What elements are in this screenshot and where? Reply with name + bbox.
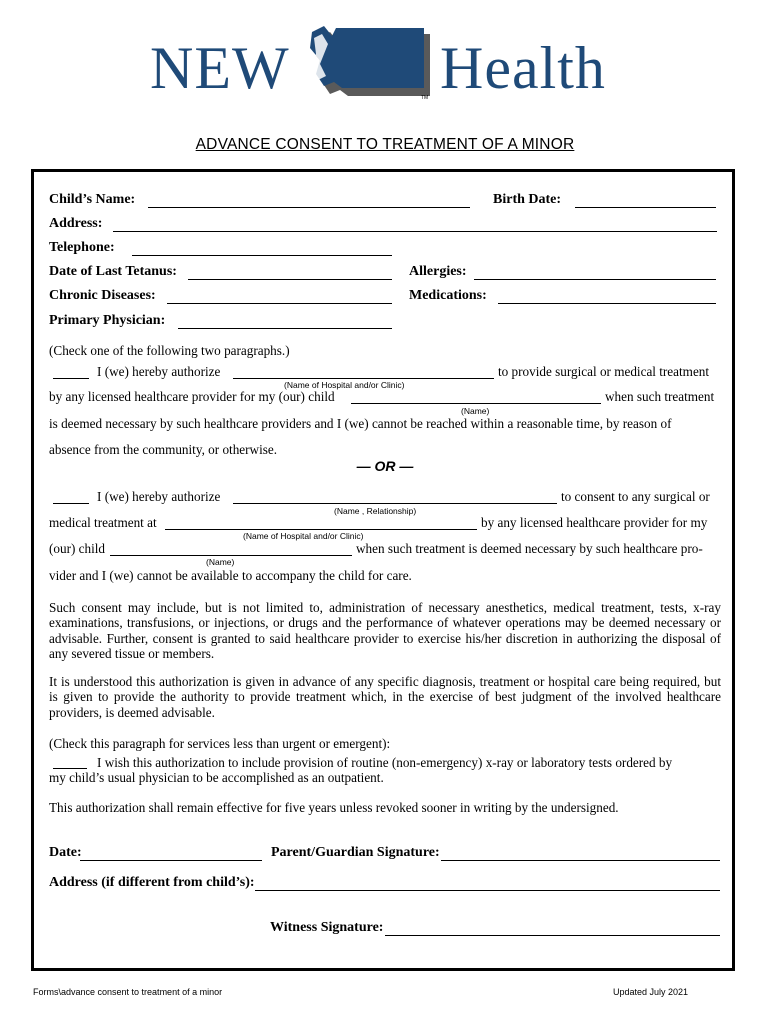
option1-deemed-text: is deemed necessary by such healthcare providers and I (we) cannot be reached within a reasonable time, by reason of — [49, 416, 672, 431]
address-field[interactable] — [113, 231, 717, 232]
washington-state-icon — [308, 24, 438, 104]
routine-checkbox[interactable] — [53, 768, 87, 769]
option2-our-child-text: (our) child — [49, 541, 106, 556]
option2-hospital-caption: (Name of Hospital and/or Clinic) — [243, 531, 364, 541]
allergies-label: Allergies: — [409, 264, 467, 279]
option1-checkbox[interactable] — [53, 378, 89, 379]
chronic-diseases-field[interactable] — [167, 303, 392, 304]
witness-signature-label: Witness Signature: — [270, 920, 384, 935]
chronic-diseases-label: Chronic Diseases: — [49, 288, 156, 303]
child-name-label: Child’s Name: — [49, 192, 136, 207]
option1-authorize-text: I (we) hereby authorize — [97, 364, 221, 379]
option2-relationship-caption: (Name , Relationship) — [334, 506, 417, 516]
allergies-field[interactable] — [474, 279, 716, 280]
physician-label: Primary Physician: — [49, 313, 166, 328]
tetanus-field[interactable] — [188, 279, 392, 280]
option1-hospital-caption: (Name of Hospital and/or Clinic) — [284, 380, 405, 390]
option2-hospital-field[interactable] — [165, 529, 477, 530]
option1-hospital-field[interactable] — [233, 378, 494, 379]
birth-date-label: Birth Date: — [493, 192, 562, 207]
routine-line2: my child’s usual physician to be accomplished as an outpatient. — [49, 770, 384, 785]
option2-authorize-text: I (we) hereby authorize — [97, 489, 221, 504]
routine-line1: I wish this authorization to include provision of routine (non-emergency) x-ray or laboratory tests ordered by — [97, 755, 673, 770]
alt-address-field[interactable] — [255, 890, 720, 891]
option2-name-caption: (Name) — [206, 557, 235, 567]
tetanus-label: Date of Last Tetanus: — [49, 264, 177, 279]
parent-signature-label: Parent/Guardian Signature: — [271, 845, 440, 860]
option1-absence-text: absence from the community, or otherwise. — [49, 442, 278, 457]
logo-word-new: NEW — [150, 35, 290, 101]
effective-statement: This authorization shall remain effective for five years unless revoked sooner in writing by the undersigned. — [49, 800, 619, 815]
option2-vider-text: vider and I (we) cannot be available to accompany the child for care. — [49, 568, 412, 583]
footer-path: Forms\advance consent to treatment of a minor — [33, 987, 223, 997]
option1-when-text: when such treatment — [605, 389, 715, 404]
medications-label: Medications: — [409, 288, 487, 303]
option2-name-relationship-field[interactable] — [233, 503, 557, 504]
alt-address-label: Address (if different from child’s): — [49, 875, 255, 890]
option1-child-field[interactable] — [351, 403, 601, 404]
option1-name-caption: (Name) — [461, 406, 490, 416]
telephone-label: Telephone: — [49, 240, 115, 255]
logo-word-health: Health — [440, 35, 606, 101]
routine-instruction: (Check this paragraph for services less than urgent or emergent): — [49, 736, 391, 751]
parent-signature-field[interactable] — [441, 860, 720, 861]
footer-updated: Updated July 2021 — [613, 987, 689, 997]
telephone-field[interactable] — [132, 255, 392, 256]
physician-field[interactable] — [178, 328, 392, 329]
page-title: ADVANCE CONSENT TO TREATMENT OF A MINOR — [195, 136, 575, 153]
option1-by-any-text: by any licensed healthcare provider for my (our) child — [49, 389, 335, 404]
option2-child-field[interactable] — [110, 555, 352, 556]
option2-checkbox[interactable] — [53, 503, 89, 504]
understood-paragraph: It is understood this authorization is given in advance of any specific diagnosis, treatment or hospital care being required, but is given to provide the authority to provide treatment which, in the exercise of best judgment of the involved healthcare providers, is deemed advisable. — [49, 674, 721, 720]
address-label: Address: — [49, 216, 103, 231]
option2-consent-text: to consent to any surgical or — [561, 489, 710, 504]
option1-provide-text: to provide surgical or medical treatment — [498, 364, 710, 379]
trademark-mark: TM — [421, 95, 429, 101]
check-one-instruction: (Check one of the following two paragraphs.) — [49, 343, 290, 358]
or-divider: — OR — — [356, 458, 414, 474]
medications-field[interactable] — [498, 303, 716, 304]
date-field[interactable] — [80, 860, 262, 861]
date-label: Date: — [49, 845, 82, 860]
option2-when-text: when such treatment is deemed necessary by such healthcare pro- — [356, 541, 703, 556]
option2-by-any-text: by any licensed healthcare provider for my — [481, 515, 708, 530]
option2-medical-at-text: medical treatment at — [49, 515, 157, 530]
witness-signature-field[interactable] — [385, 935, 720, 936]
child-name-field[interactable] — [148, 207, 470, 208]
consent-scope-paragraph: Such consent may include, but is not limited to, administration of necessary anesthetics, medical treatment, tests, x-ray examinations, transfusions, or injections, or drugs and the performance of whatever operations may be deemed necessary or advisable. Further, consent is granted to said healthcare provider to exercise his/her discretion in authorizing the disposal of any severed tissue or members. — [49, 600, 721, 662]
birth-date-field[interactable] — [575, 207, 716, 208]
